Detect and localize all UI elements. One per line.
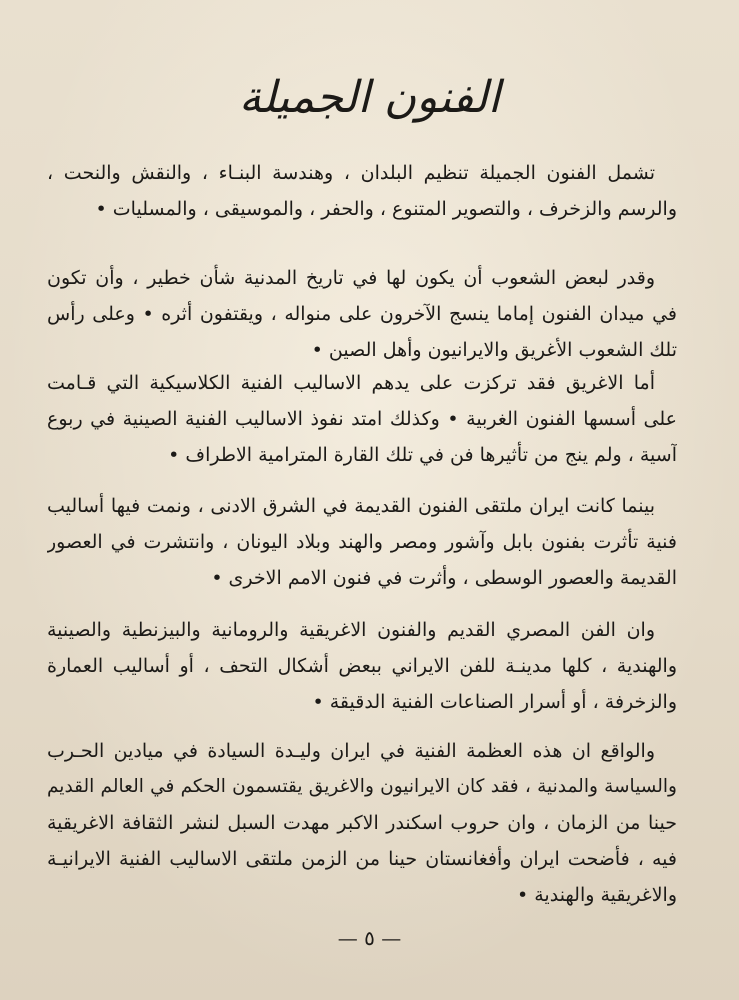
paragraph-1 [47, 155, 677, 227]
paragraph-line: والاغريقية والهندية • [517, 884, 677, 906]
paragraph-line: أما الاغريق فقد تركزت على يدهم الاساليب الفنية الكلاسيكية التي قـامت [47, 372, 655, 394]
paragraph-line: وقدر لبعض الشعوب أن يكون لها في تاريخ المدنية شأن خطير ، وأن تكون [47, 267, 655, 289]
paragraph-line: في ميدان الفنون إماما ينسج الآخرون على منواله ، ويقتفون أثره • وعلى رأس [47, 303, 677, 325]
paragraph-line: والهندية ، كلها مدينـة للفن الايراني ببعض أشكال التحف ، أو أساليب العمارة [47, 655, 677, 677]
paragraph-line: على أسسها الفنون الغربية • وكذلك امتد نفوذ الاساليب الفنية الصينية في ربوع [47, 408, 677, 430]
paragraph-line: تلك الشعوب الأغريق والايرانيون وأهل الصين • [311, 339, 677, 361]
paragraph-3 [47, 365, 677, 473]
page-number: — ٥ — [337, 926, 402, 950]
paragraph-line: فيه ، فأضحت ايران وأفغانستان حينا من الزمن ملتقى الاساليب الفنية الايرانيـة [47, 848, 677, 870]
paragraph-line: وان الفن المصري القديم والفنون الاغريقية والرومانية والبيزنطية والصينية [47, 619, 655, 641]
paragraph-line: القديمة والعصور الوسطى ، وأثرت في فنون الامم الاخرى • [211, 567, 677, 589]
paragraph-line: فنية تأثرت بفنون بابل وآشور ومصر والهند وبلاد اليونان ، وانتشرت في العصور [47, 531, 677, 553]
paragraph-5 [47, 612, 677, 720]
paragraph-line: والرسم والزخرف ، والتصوير المتنوع ، والحفر ، والموسيقى ، والمسليات • [95, 198, 677, 220]
paragraph-4 [47, 488, 677, 596]
paragraph-6 [47, 733, 677, 913]
paragraph-line: آسية ، ولم ينج من تأثيرها فن في تلك القارة المترامية الاطراف • [168, 444, 677, 466]
paragraph-line: بينما كانت ايران ملتقى الفنون القديمة في الشرق الادنى ، ونمت فيها أساليب [47, 495, 655, 517]
paragraph-line: والواقع ان هذه العظمة الفنية في ايران وليـدة السيادة في ميادين الحـرب [47, 740, 655, 762]
paragraph-line: والسياسة والمدنية ، فقد كان الايرانيون والاغريق يقتسمون الحكم في العالم القديم [47, 776, 677, 797]
paragraph-2 [47, 260, 677, 368]
paragraph-line: حينا من الزمان ، وان حروب اسكندر الاكبر مهدت السبل لنشر الثقافة الاغريقية [47, 812, 677, 834]
paragraph-line: تشمل الفنون الجميلة تنظيم البلدان ، وهندسة البنـاء ، والنقش والنحت ، [47, 162, 655, 184]
page-title: الفنون الجميلة [238, 72, 501, 123]
paragraph-line: والزخرفة ، أو أسرار الصناعات الفنية الدقيقة • [312, 691, 677, 713]
